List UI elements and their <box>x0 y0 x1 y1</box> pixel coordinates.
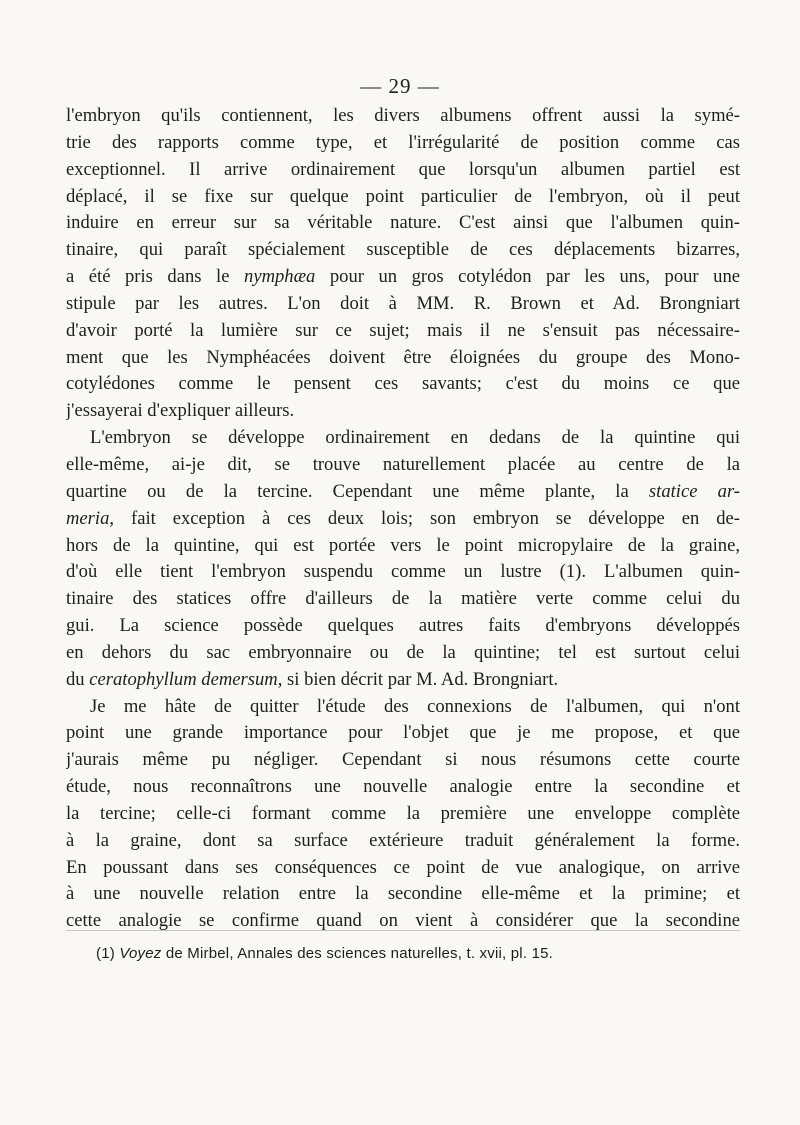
text-line <box>66 130 740 157</box>
text-span: pour un gros cotylédon par les uns, pour une <box>315 266 740 288</box>
text-span: j'essayerai d'expliquer ailleurs. <box>66 400 295 422</box>
footnote <box>96 944 553 964</box>
text-span: étude, nous reconnaîtrons une nouvelle analogie entre la secondine et <box>66 776 740 798</box>
text-span: cette analogie se confirme quand on vient à considérer que la secondine <box>66 910 740 932</box>
text-line <box>66 103 740 130</box>
text-line <box>66 640 740 667</box>
italic-term: nymphæa <box>244 266 316 288</box>
footnote-rule <box>66 930 740 931</box>
text-span: , fait exception à ces deux lois; son embryon se développe en de- <box>109 507 740 529</box>
text-span: quartine ou de la tercine. Cependant une même plante, la <box>66 480 649 502</box>
footnote-italic: Voyez <box>119 945 162 962</box>
text-line <box>66 345 740 372</box>
text-line <box>66 371 740 398</box>
text-line <box>66 855 740 882</box>
text-span: déplacé, il se fixe sur quelque point particulier de l'embryon, où il peut <box>66 185 740 207</box>
text-line <box>66 425 740 452</box>
text-line <box>66 613 740 640</box>
text-line <box>66 533 740 560</box>
text-line <box>66 881 740 908</box>
text-span: la tercine; celle-ci formant comme la première une enveloppe complète <box>66 802 740 824</box>
text-line <box>66 452 740 479</box>
text-span: elle-même, ai-je dit, se trouve naturellement placée au centre de la <box>66 453 740 475</box>
text-span: induire en erreur sur sa véritable nature. C'est ainsi que l'albumen quin- <box>66 212 740 234</box>
footnote-text: de Mirbel, Annales des sciences naturelles, t. xvii, pl. 15. <box>165 945 554 962</box>
text-line <box>66 264 740 291</box>
text-line <box>66 291 740 318</box>
page-number: — 29 — <box>360 74 440 98</box>
text-span: ment que les Nymphéacées doivent être éloignées du groupe des Mono- <box>66 346 740 368</box>
text-line <box>66 506 740 533</box>
text-span: à la graine, dont sa surface extérieure traduit généralement la forme. <box>66 829 740 851</box>
text-span: exceptionnel. Il arrive ordinairement que lorsqu'un albumen partiel est <box>66 158 740 180</box>
text-span: tinaire, qui paraît spécialement susceptible de ces déplacements bizarres, <box>66 239 740 261</box>
text-span: Je me hâte de quitter l'étude des connexions de l'albumen, qui n'ont <box>90 695 740 717</box>
text-line <box>66 479 740 506</box>
text-span: gui. La science possède quelques autres faits d'embryons développés <box>66 615 740 637</box>
text-span: En poussant dans ses conséquences ce point de vue analogique, on arrive <box>66 856 740 878</box>
text-line <box>66 747 740 774</box>
text-span: point une grande importance pour l'objet que je me propose, et que <box>66 722 740 744</box>
text-span: d'où elle tient l'embryon suspendu comme un lustre (1). L'albumen quin- <box>66 561 740 583</box>
text-span: L'embryon se développe ordinairement en dedans de la quintine qui <box>90 427 740 449</box>
body-text <box>66 103 740 935</box>
text-line <box>66 184 740 211</box>
text-span: l'embryon qu'ils contiennent, les divers albumens offrent aussi la symé- <box>66 105 740 126</box>
text-line <box>66 774 740 801</box>
text-span: d'avoir porté la lumière sur ce sujet; mais il ne s'ensuit pas nécessaire- <box>66 319 740 341</box>
text-span: hors de la quintine, qui est portée vers le point micropylaire de la graine, <box>66 534 740 556</box>
text-line <box>66 694 740 721</box>
text-line <box>66 318 740 345</box>
text-line <box>66 720 740 747</box>
text-span: j'aurais même pu négliger. Cependant si nous résumons cette courte <box>66 749 740 771</box>
text-line <box>66 586 740 613</box>
text-line <box>66 559 740 586</box>
text-line <box>66 210 740 237</box>
text-span: tinaire des statices offre d'ailleurs de la matière verte comme celui du <box>66 588 740 610</box>
text-line <box>66 667 740 694</box>
italic-term: ceratophyllum demersum <box>89 668 278 690</box>
text-span: du <box>66 668 90 690</box>
text-line <box>66 801 740 828</box>
text-line <box>66 398 740 425</box>
text-span: trie des rapports comme type, et l'irrégularité de position comme cas <box>66 131 740 153</box>
footnote-marker: (1) <box>96 945 115 962</box>
italic-term: statice ar- <box>648 480 740 502</box>
text-line <box>66 237 740 264</box>
text-span: à une nouvelle relation entre la secondine elle-même et la primine; et <box>66 883 740 905</box>
text-span: a été pris dans le <box>66 266 245 288</box>
italic-term: meria <box>66 507 110 529</box>
text-line <box>66 908 740 935</box>
text-span: , si bien décrit par M. Ad. Brongniart. <box>277 668 559 690</box>
text-span: stipule par les autres. L'on doit à MM. R. Brown et Ad. Brongniart <box>66 292 740 314</box>
text-line <box>66 828 740 855</box>
text-span: cotylédones comme le pensent ces savants; c'est du moins ce que <box>66 373 740 395</box>
text-line <box>66 157 740 184</box>
text-span: en dehors du sac embryonnaire ou de la quintine; tel est surtout celui <box>66 641 740 663</box>
